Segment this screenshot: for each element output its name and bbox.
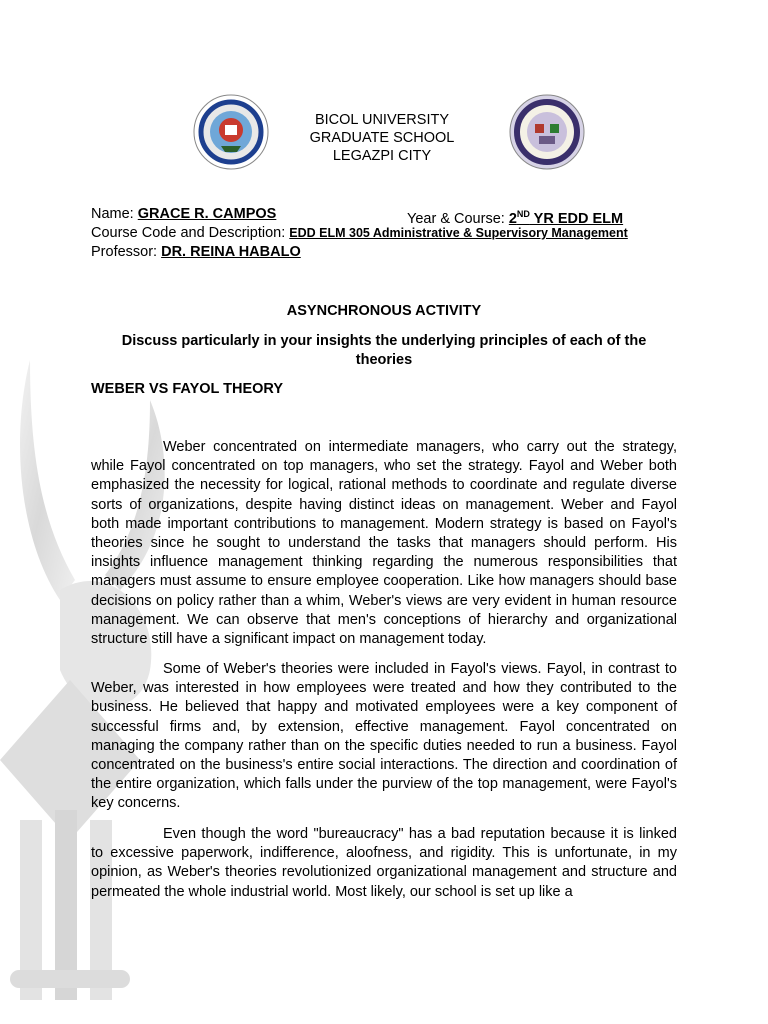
activity-title: ASYNCHRONOUS ACTIVITY: [286, 303, 482, 319]
institution-header: [282, 111, 482, 165]
bicol-university-seal-icon: [193, 94, 269, 170]
course-row: [91, 224, 628, 243]
professor-row: [91, 243, 301, 262]
year-course-label: Year & Course:: [407, 210, 509, 227]
university-name: BICOL UNIVERSITY: [314, 112, 450, 128]
year-course-rest: YR EDD ELM: [529, 210, 624, 227]
year-number: 2: [508, 210, 517, 227]
city-name: LEGAZPI CITY: [332, 148, 432, 164]
name-row: [91, 205, 276, 224]
course-label: Course Code and Description:: [91, 225, 290, 241]
body-paragraph-2: Some of Weber's theories were included in Fayol's views. Fayol, in contrast to Weber, was interested in how employees were treated and how they contributed to the business. He believed that happy and motivated employees were a key component of successful firms and, by extension, effective management. Fayol concentrated on managing the company rather than on the specific duties needed to run a business. Fayol concentrated on the business's entire social interactions. The direction and coordination of the entire organization, which falls under the purview of the top management, were Fayol's key concerns.: [91, 661, 677, 812]
activity-prompt: Discuss particularly in your insights the underlying principles of each of the theories: [121, 333, 647, 368]
school-name: GRADUATE SCHOOL: [309, 130, 455, 146]
professor-value: DR. REINA HABALO: [161, 244, 301, 260]
name-value: GRACE R. CAMPOS: [137, 206, 277, 222]
professor-label: Professor:: [91, 244, 162, 260]
body-paragraph-1: Weber concentrated on intermediate managers, who carry out the strategy, while Fayol concentrated on top managers, who set the strategy. Fayol and Weber both emphasized the necessity for logical, rational methods to coordinate and regulate diverse sorts of organizations, despite having distinct ideas on management. Weber and Fayol both made important contributions to management. Modern strategy is based on Fayol's theories since he sought to understand the tasks that managers should perform. His insights influence management thinking regarding the numerous responsibilities that managers must assume to ensure employee cooperation. Like how managers should base decisions on policy rather than a whim, Weber's views are very evident in human resource management. We can observe that men's conceptions of hierarchy and organizational structure still have a significant impact on management today.: [91, 439, 677, 648]
name-label: Name:: [91, 206, 138, 222]
year-suffix: ND: [516, 209, 530, 219]
graduate-school-seal-icon: [509, 94, 585, 170]
body-paragraph-3: Even though the word "bureaucracy" has a bad reputation because it is linked to excessive paperwork, indifference, aloofness, and rigidity. This is unfortunate, in my opinion, as Weber's theories revolutionized organizational management and structure and permeated the whole industrial world. Most likely, our school is set up like a: [91, 826, 677, 900]
section-heading: WEBER VS FAYOL THEORY: [91, 381, 284, 397]
course-value: EDD ELM 305 Administrative & Supervisory Management: [289, 226, 628, 240]
